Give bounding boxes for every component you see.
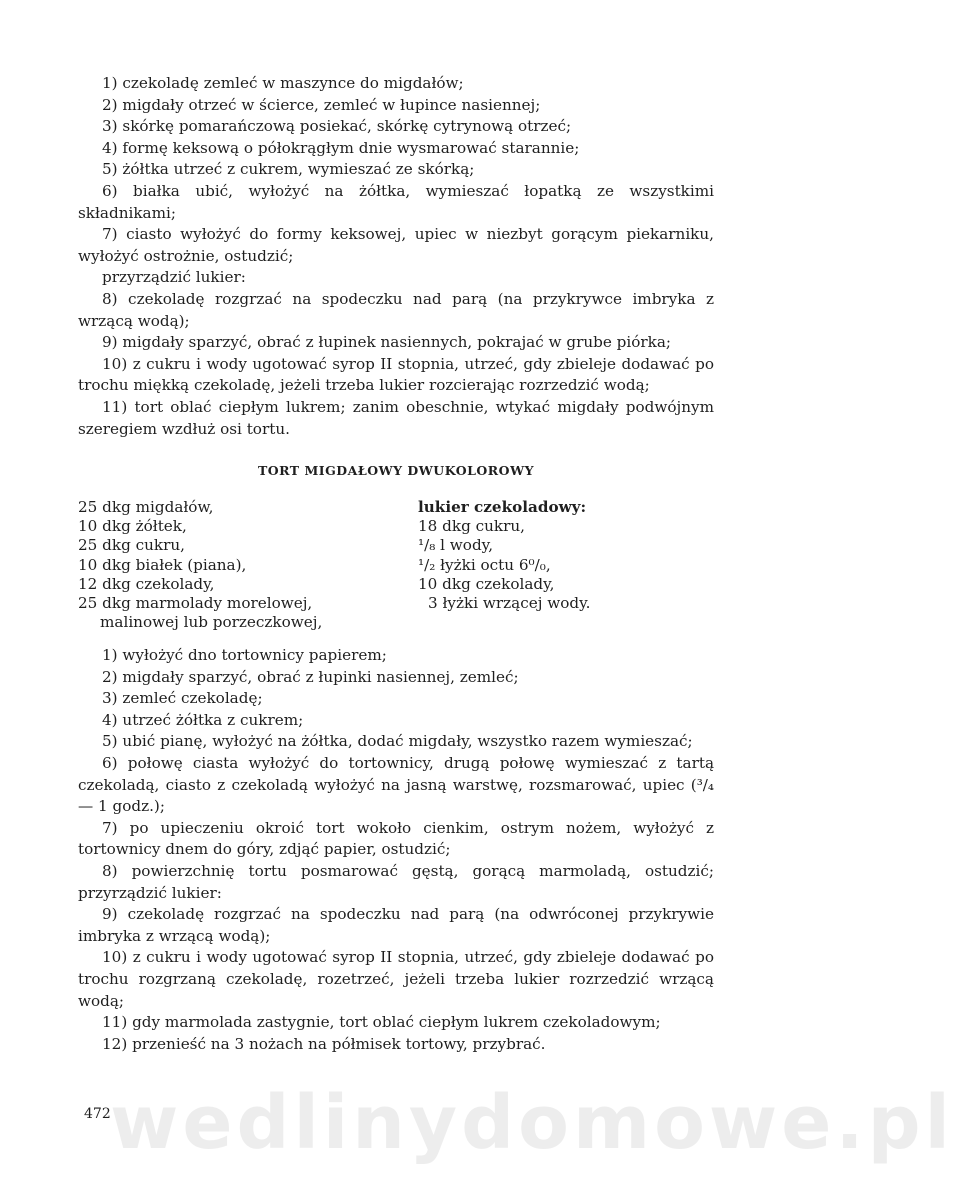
watermark: wedlinydomowe.pl <box>110 1080 954 1166</box>
step-item: przyrządzić lukier: <box>102 268 246 287</box>
ingredient-item: 25 dkg cukru, <box>78 536 185 555</box>
ingredient-item: 25 dkg marmolady morelowej, <box>78 594 313 613</box>
step-item: 3) zemleć czekoladę; <box>102 689 263 708</box>
step-item: 12) przenieść na 3 nożach na półmisek tortowy, przybrać. <box>102 1034 546 1053</box>
step-item: 1) czekoladę zemleć w maszynce do migdałów; <box>102 74 464 92</box>
step-item: 7) po upieczeniu okroić tort wokoło cienkim, ostrym nożem, wyłożyć z tortownicy dnem do góry, zdjąć papier, ostudzić; <box>78 818 714 859</box>
step-item: 10) z cukru i wody ugotować syrop II stopnia, utrzeć, gdy zbieleje dodawać po trochu miękką czekoladę, jeżeli trzeba lukier rozcierając rozrzedzić wodą; <box>78 354 714 395</box>
step-item: 4) utrzeć żółtka z cukrem; <box>102 710 304 729</box>
recipe-title: TORT MIGDAŁOWY DWUKOLOROWY <box>257 463 535 478</box>
step-item: 1) wyłożyć dno tortownicy papierem; <box>102 646 387 664</box>
ingredient-item: 10 dkg czekolady, <box>418 574 555 593</box>
step-item: 10) z cukru i wody ugotować syrop II stopnia, utrzeć, gdy zbieleje dodawać po trochu rozgrzaną czekoladę, rozetrzeć, jeżeli trzeba lukier rozrzedzić wrzącą wodą; <box>78 948 714 1010</box>
step-item: 7) ciasto wyłożyć do formy keksowej, upiec w niezbyt gorącym piekarniku, wyłożyć ostrożnie, ostudzić; <box>78 225 714 265</box>
ingredient-item: 12 dkg czekolady, <box>78 574 215 593</box>
ingredient-item: 18 dkg cukru, <box>418 517 525 536</box>
step-item: 6) białka ubić, wyłożyć na żółtka, wymieszać łopatką ze wszystkimi składnikami; <box>78 181 714 222</box>
step-item: 8) czekoladę rozgrzać na spodeczku nad parą (na przykrywce imbryka z wrzącą wodą); <box>78 289 714 330</box>
ingredient-item: ¹/₈ l wody, <box>418 536 494 555</box>
ingredients-left <box>78 498 398 632</box>
step-item: 4) formę keksową o półokrągłym dnie wysmarować starannie; <box>102 138 580 157</box>
step-item: 2) migdały sparzyć, obrać z łupinki nasiennej, zemleć; <box>102 667 519 686</box>
ingredient-item: ¹/₂ łyżki octu 6⁰/₀, <box>418 555 551 574</box>
ingredient-item: 3 łyżki wrzącej wody. <box>428 594 591 613</box>
steps-top <box>78 73 714 440</box>
step-item: 8) powierzchnię tortu posmarować gęstą, gorącą marmoladą, ostudzić; przyrządzić lukier: <box>78 861 714 902</box>
steps-bottom <box>78 645 714 1055</box>
ingredient-item: 10 dkg białek (piana), <box>78 555 247 574</box>
step-item: 9) czekoladę rozgrzać na spodeczku nad parą (na odwróconej przykrywie imbryka z wrzącą wodą); <box>78 905 714 945</box>
step-item: 6) połowę ciasta wyłożyć do tortownicy, drugą połowę wymieszać z tartą czekoladą, ciasto z czekoladą wyłożyć na jasną warstwę, rozsmarować, upiec (³/₄ — 1 godz.); <box>78 753 714 816</box>
step-item: 5) żółtka utrzeć z cukrem, wymieszać ze skórką; <box>102 160 475 179</box>
step-item: 5) ubić pianę, wyłożyć na żółtka, dodać migdały, wszystko razem wymieszać; <box>102 732 693 751</box>
glaze-title: lukier czekoladowy: <box>418 498 587 516</box>
ingredient-item: 10 dkg żółtek, <box>78 517 187 536</box>
step-item: 3) skórkę pomarańczową posiekać, skórkę cytrynową otrzeć; <box>102 117 572 136</box>
step-item: 11) gdy marmolada zastygnie, tort oblać ciepłym lukrem czekoladowym; <box>102 1013 661 1032</box>
step-item: 2) migdały otrzeć w ścierce, zemleć w łupince nasiennej; <box>102 95 541 114</box>
ingredient-item: 25 dkg migdałów, <box>78 498 214 516</box>
step-item: 9) migdały sparzyć, obrać z łupinek nasiennych, pokrajać w grube piórka; <box>102 333 672 352</box>
ingredients-right <box>418 498 718 613</box>
page-number: 472 <box>84 1106 111 1122</box>
ingredient-item: malinowej lub porzeczkowej, <box>100 613 323 632</box>
step-item: 11) tort oblać ciepłym lukrem; zanim obeschnie, wtykać migdały podwójnym szeregiem wzdłuż osi tortu. <box>78 397 714 438</box>
